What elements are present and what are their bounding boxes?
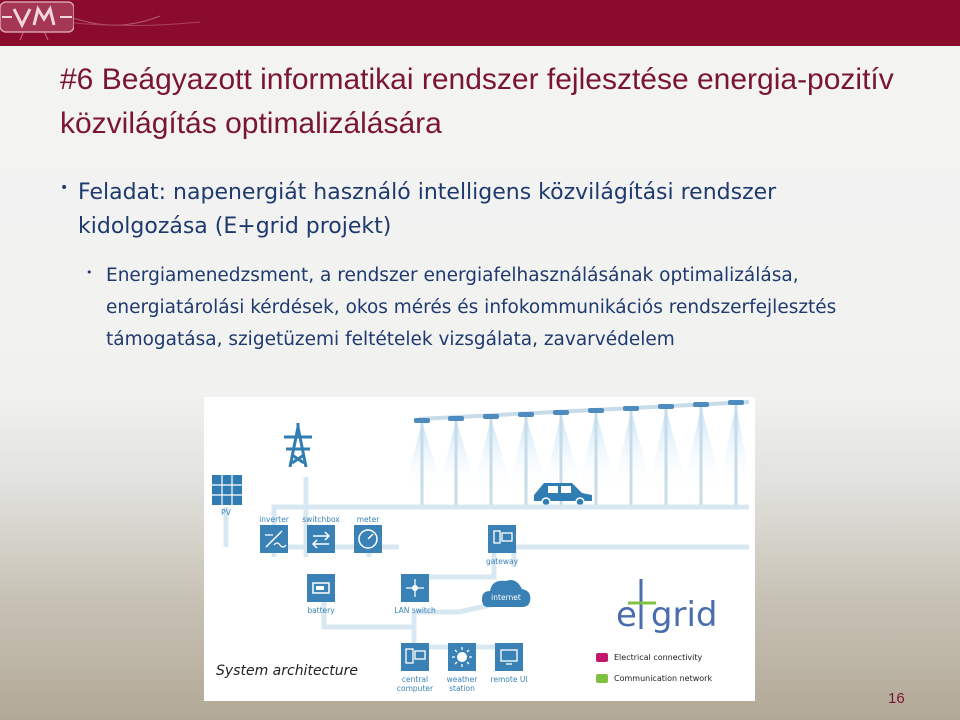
weather-station-icon <box>448 643 476 671</box>
gateway-icon <box>488 525 516 553</box>
meter-label: meter <box>356 515 380 524</box>
slide-title: #6 Beágyazott informatikai rendszer fejlesztése energia-pozitív közvilágítás optimalizálására <box>60 63 894 140</box>
page-number: 16 <box>888 690 905 707</box>
egrid-logo-grid: grid <box>650 595 718 635</box>
pylon-icon <box>284 423 312 467</box>
pv-panel-icon <box>212 475 242 505</box>
header-bar <box>0 0 960 46</box>
legend-swatch-electrical <box>596 653 608 662</box>
switchbox-label: switchbox <box>302 515 340 524</box>
battery-icon <box>307 574 335 602</box>
system-architecture-figure <box>204 397 755 701</box>
legend-communication: Communication network <box>614 674 713 683</box>
pv-label: PV <box>221 508 231 517</box>
remote-ui-label: remote UI <box>490 675 528 684</box>
vm-logo-icon <box>0 0 74 34</box>
remote-ui-icon <box>495 643 523 671</box>
battery-label: battery <box>307 606 335 615</box>
bullet-task: Feladat: napenergiát használó intelligens közvilágítási rendszer kidolgozása (E+grid projekt) <box>78 180 777 239</box>
internet-label: internet <box>491 593 521 602</box>
bullet-energy-management: Energiamenedzsment, a rendszer energiafelhasználásának optimalizálása, energiatárolási kérdések, okos mérés és infokommunikációs rendszerfejlesztés támogatása, szigetüzemi feltételek vizsgálata, zavarvédelem <box>106 265 837 350</box>
central-computer-icon <box>401 643 429 671</box>
weather-station-label: weather station <box>446 675 478 693</box>
sub-bullet-marker: • <box>86 266 93 279</box>
lan-switch-label: LAN switch <box>394 606 436 615</box>
egrid-logo-e: e <box>616 595 637 635</box>
egrid-logo <box>616 595 718 635</box>
meter-icon <box>354 525 382 553</box>
gateway-label: gateway <box>485 557 519 566</box>
switchbox-icon <box>307 525 335 553</box>
central-computer-label: central computer <box>396 675 434 693</box>
lan-switch-icon <box>401 574 429 602</box>
bullet-marker: • <box>60 180 69 196</box>
inverter-label: inverter <box>259 515 289 524</box>
power-line-decoration <box>0 0 960 46</box>
inverter-icon <box>260 525 288 553</box>
legend-swatch-communication <box>596 674 608 683</box>
legend-electrical: Electrical connectivity <box>614 653 703 662</box>
figure-caption: System architecture <box>216 663 358 679</box>
